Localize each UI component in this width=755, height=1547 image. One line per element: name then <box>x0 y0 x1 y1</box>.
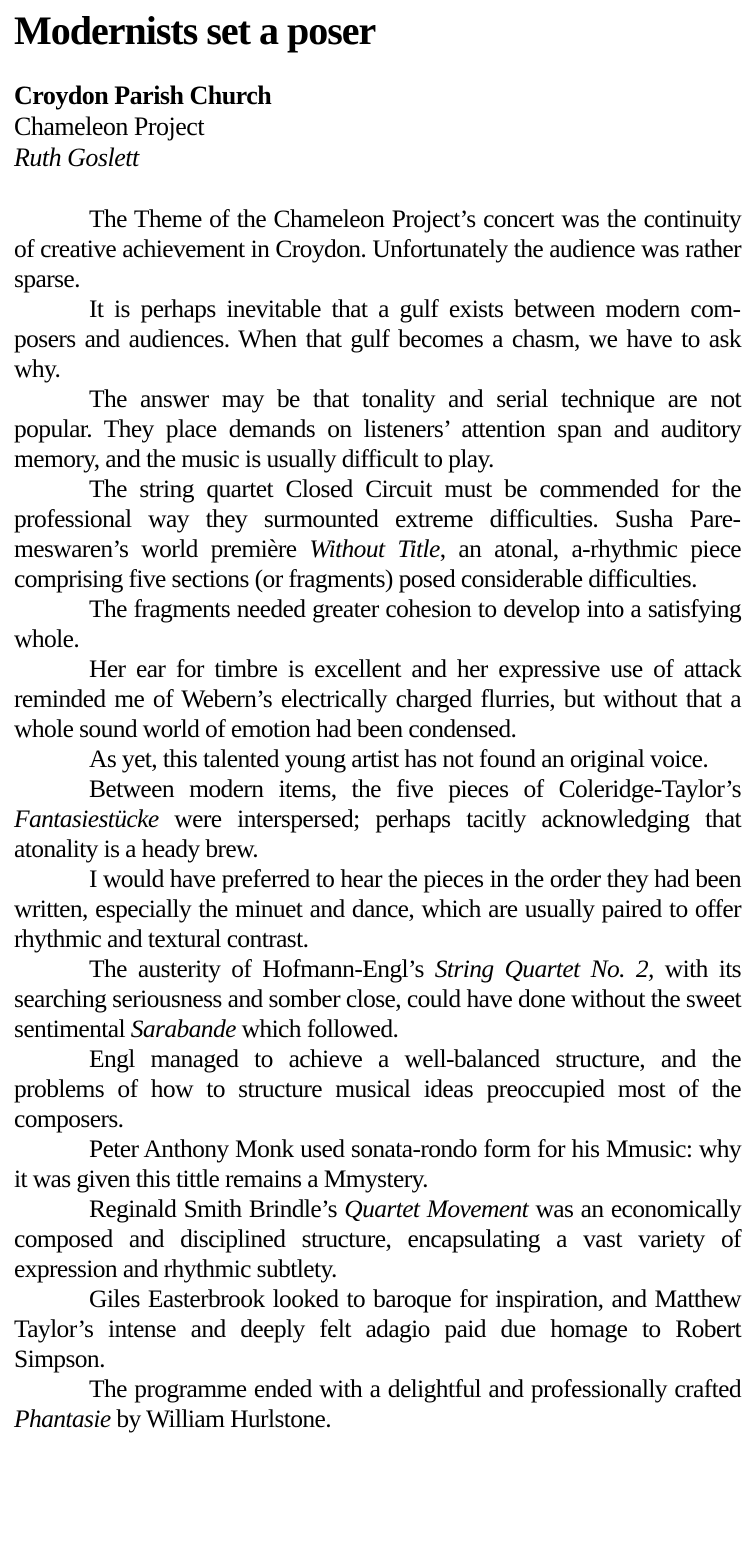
paragraph-text: The austerity of Hofmann-Engl’s <box>89 954 435 983</box>
italic-work-title: Phantasie <box>14 1404 111 1433</box>
paragraph-text: The Theme of the Chameleon Project’s concert was the continuity of creative achievement in Croydon. Unfortunately the audience was rather sparse. <box>14 204 741 293</box>
paragraph <box>14 954 741 1044</box>
paragraph-text: I would have preferred to hear the pieces in the order they had been written, especially the minuet and dance, which are usually paired to offer rhythmic and textural contrast. <box>14 864 741 953</box>
paragraph-text: Engl managed to achieve a well-balanced structure, and the problems of how to structure musical ideas preoccupied most of the composers. <box>14 1044 741 1133</box>
byline-reviewer: Ruth Goslett <box>14 143 139 172</box>
byline <box>14 80 741 173</box>
paragraph <box>14 1284 741 1374</box>
paragraph <box>14 384 741 474</box>
paragraph-text: The fragments needed greater cohesion to develop into a satisfying whole. <box>14 594 741 653</box>
italic-work-title: Sarabande <box>130 1014 236 1043</box>
paragraph-text: with its searching seriousness and somber close, could have done without the sweet sentimental <box>14 954 742 1043</box>
page-title: Modernists set a poser <box>14 8 376 53</box>
paragraph-text: was an economically composed and disciplined structure, encapsulating a vast variety of expression and rhythmic subtlety. <box>14 1194 741 1283</box>
paragraph-text: Reginald Smith Brindle’s <box>89 1194 345 1223</box>
paragraph <box>14 1134 741 1194</box>
paragraph-text: Between modern items, the five pieces of Coleridge-Taylor’s <box>89 774 741 803</box>
paragraph-text: Her ear for timbre is excellent and her expressive use of attack reminded me of Webern’s electrically charged flurries, but without that a whole sound world of emotion had been condensed. <box>14 654 741 743</box>
paragraph <box>14 474 741 594</box>
paragraph <box>14 774 741 864</box>
paragraph <box>14 294 741 384</box>
italic-work-title: Quartet Movement <box>344 1194 529 1223</box>
paragraph-text: It is perhaps inevitable that a gulf exists between modern composers and audiences. When that gulf becomes a chasm, we have to ask why. <box>14 294 741 383</box>
paragraph-text: The programme ended with a delightful and professionally crafted <box>89 1374 741 1403</box>
paragraph-text: , an atonal, a-rhythmic piece comprising five sections (or fragments) posed considerable difficulties. <box>14 534 742 593</box>
paragraph <box>14 1374 741 1434</box>
byline-ensemble: Chameleon Project <box>14 112 205 141</box>
byline-venue: Croydon Parish Church <box>14 81 272 110</box>
italic-work-title: String Quartet No. 2, <box>434 954 654 983</box>
paragraph-text: Giles Easterbrook looked to baroque for inspiration, and Matthew Taylor’s intense and deeply felt adagio paid due homage to Robert Simpson. <box>14 1284 741 1373</box>
paragraph-text: which followed. <box>235 1014 399 1043</box>
paragraph-text: were interspersed; perhaps tacitly acknowledging that atonality is a heady brew. <box>14 804 741 863</box>
paragraph <box>14 654 741 744</box>
paragraph <box>14 864 741 954</box>
paragraph-text: Peter Anthony Monk used sonata-rondo form for his Mmusic: why it was given this tittle remains a Mmystery. <box>14 1134 741 1193</box>
paragraph <box>14 204 741 294</box>
paragraph <box>14 1194 741 1284</box>
paragraph <box>14 594 741 654</box>
italic-work-title: Fantasiestücke <box>14 804 159 833</box>
italic-work-title: Without Title <box>309 534 440 563</box>
paragraph-text: The answer may be that tonality and serial technique are not popular. They place demands on listeners’ attention span and auditory memory, and the music is usually difficult to play. <box>14 384 741 473</box>
review-body <box>14 204 741 1434</box>
paragraph <box>14 1044 741 1134</box>
paragraph-text: The string quartet Closed Circuit must be commended for the professional way they surmounted extreme difficulties. Susha Paremeswaren’s world première <box>14 474 741 563</box>
paragraph <box>14 744 741 774</box>
paragraph-text: As yet, this talented young artist has not found an original voice. <box>89 744 709 773</box>
paragraph-text: by William Hurlstone. <box>110 1404 332 1433</box>
